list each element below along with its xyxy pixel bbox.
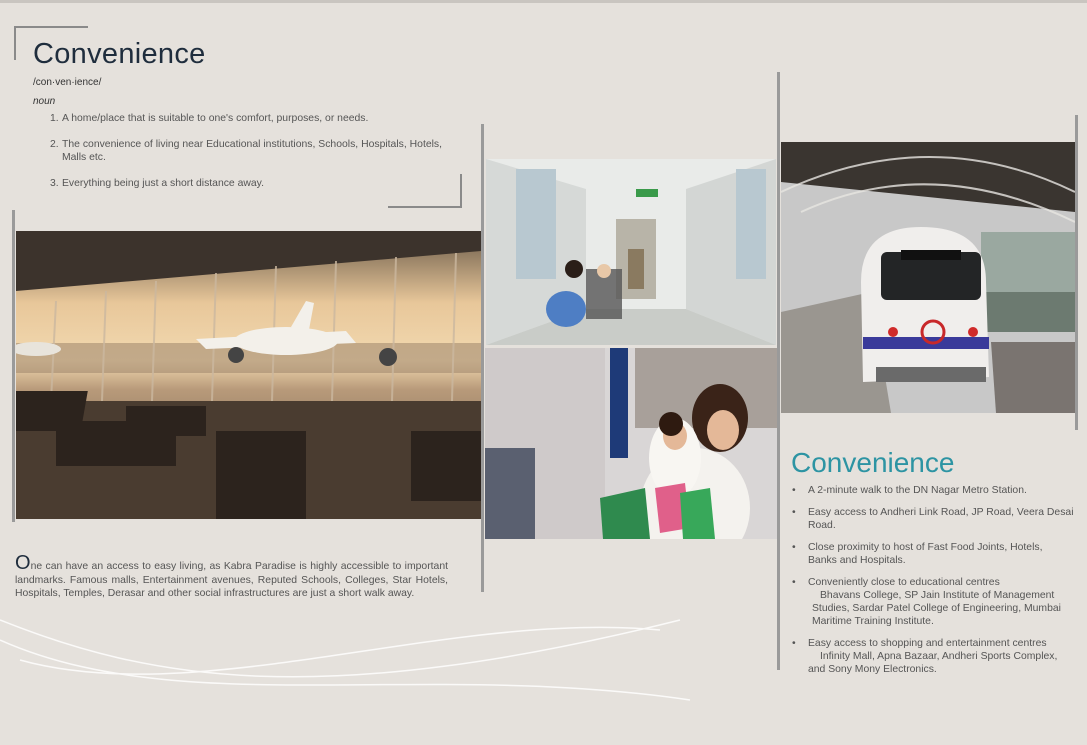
divider-line <box>777 72 780 670</box>
bullet: • <box>792 542 796 553</box>
hospital-corridor-photo <box>486 159 776 345</box>
feature-text: Close proximity to host of Fast Food Joints, Hotels, Banks and Hospitals. <box>808 542 1043 566</box>
drop-cap: O <box>15 552 31 574</box>
divider-line <box>481 124 484 592</box>
top-border <box>0 0 1087 3</box>
definition-item <box>50 112 442 125</box>
definition-list <box>50 112 442 203</box>
feature-item <box>792 506 1074 532</box>
definition-text: Everything being just a short distance away. <box>62 178 264 189</box>
shopping-mall-photo <box>485 348 777 539</box>
feature-text: Easy access to shopping and entertainment centres <box>808 638 1047 649</box>
feature-subtext: Bhavans College, SP Jain Institute of Management <box>820 590 1055 601</box>
bullet: • <box>792 485 796 496</box>
feature-item <box>792 576 1074 628</box>
definition-text: A home/place that is suitable to one's comfort, purposes, or needs. <box>62 113 369 124</box>
page-title: Convenience <box>33 38 206 70</box>
part-of-speech: noun <box>33 96 56 107</box>
feature-item <box>792 541 1074 567</box>
feature-list <box>792 484 1074 685</box>
feature-subtext: Infinity Mall, Apna Bazaar, Andheri Sports Complex, <box>820 651 1058 662</box>
intro-paragraph <box>15 552 448 601</box>
definition-number: 2. <box>50 139 59 150</box>
bullet: • <box>792 638 796 649</box>
feature-text: Conveniently close to educational centres <box>808 577 1000 588</box>
feature-text: A 2-minute walk to the DN Nagar Metro Station. <box>808 485 1027 496</box>
feature-item <box>792 637 1074 676</box>
definition-text: The convenience of living near Educational institutions, Schools, Hospitals, Hotels, Malls etc. <box>62 139 442 163</box>
airport-lounge-photo <box>16 231 481 519</box>
feature-subtext: Studies, Sardar Patel College of Engineering, Mumbai Maritime Training Institute. <box>812 603 1061 627</box>
bullet: • <box>792 577 796 588</box>
feature-subtext: and Sony Mony Electronics. <box>808 664 937 675</box>
decorative-swoosh <box>0 600 700 745</box>
feature-item <box>792 484 1074 497</box>
definition-number: 1. <box>50 113 59 124</box>
bullet: • <box>792 507 796 518</box>
phonetic-spelling: /con·ven·ience/ <box>33 77 102 88</box>
intro-text: ne can have an access to easy living, as Kabra Paradise is highly accessible to important landmarks. Famous malls, Entertainment avenues, Reputed Schools, Colleges, Star Hotels, Hospitals, Temples, Derasar and other social infrastructures are just a short walk away. <box>15 561 448 599</box>
definition-item <box>50 138 442 164</box>
definition-item <box>50 177 442 190</box>
divider-line <box>1075 115 1078 430</box>
feature-text: Easy access to Andheri Link Road, JP Road, Veera Desai Road. <box>808 507 1074 531</box>
definition-number: 3. <box>50 178 59 189</box>
section-title: Convenience <box>791 447 955 478</box>
metro-train-photo <box>781 142 1075 413</box>
divider-line <box>12 210 15 522</box>
